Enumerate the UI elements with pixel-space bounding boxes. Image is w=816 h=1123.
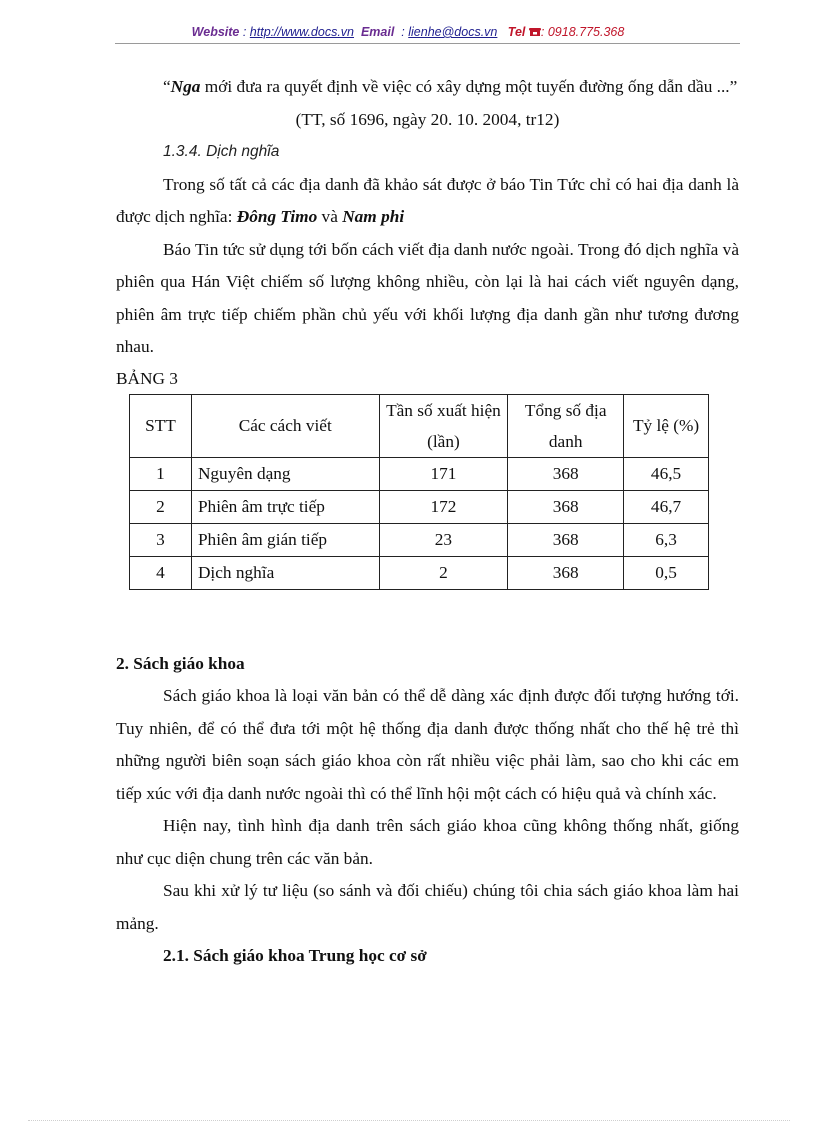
table-cell: 46,7 [624,490,709,523]
paragraph: Sau khi xử lý tư liệu (so sánh và đối chiếu) chúng tôi chia sách giáo khoa làm hai mảng. [116,881,739,933]
tel-number: : 0918.775.368 [540,25,625,39]
subsection-heading: 2.1. Sách giáo khoa Trung học cơ sở [163,946,427,965]
table-cell: 368 [508,523,624,556]
place-name: Nam phi [342,207,405,226]
phone-icon [529,25,541,39]
table-cell: 23 [379,523,508,556]
table-cell: Phiên âm gián tiếp [191,523,379,556]
table-header-row [130,394,709,457]
email-label: Email [360,25,395,39]
table-cell: 368 [508,457,624,490]
document-body [116,71,739,973]
statistics-table [129,394,709,590]
column-header: Tỷ lệ (%) [624,394,709,457]
paragraph: Sách giáo khoa là loại văn bản có thể dễ dàng xác định được đối tượng hướng tới. Tuy nhiên, để có thể đưa tới một hệ thống địa danh được thống nhất cho thế hệ trẻ thì những người biên soạn sách giáo khoa còn rất nhiều việc phải làm, sao cho khi các em tiếp xúc với địa danh nước ngoài thì có thể lĩnh hội một cách có hiệu quả và chính xác. [116,686,739,803]
paragraph: Hiện nay, tình hình địa danh trên sách giáo khoa cũng không thống nhất, giống như cục diện chung trên các văn bản. [116,816,739,868]
website-label: Website [191,25,240,39]
table-row [130,457,709,490]
table-cell: 0,5 [624,556,709,589]
table-row [130,523,709,556]
email-link[interactable]: lienhe@docs.vn [408,25,498,39]
table-cell: 368 [508,556,624,589]
column-header: STT [130,394,192,457]
footer-divider [28,1120,790,1121]
table-cell: 171 [379,457,508,490]
place-name: Đông Timo [236,207,318,226]
table-cell: 3 [130,523,192,556]
quote-paragraph: “Nga mới đưa ra quyết định về việc có xây dựng một tuyến đường ống dẫn dầu ...” [163,77,738,96]
table-cell: Nguyên dạng [191,457,379,490]
page-header: Website : http://www.docs.vn Email : lienhe@docs.vn Tel : 0918.775.368 [191,25,625,39]
table-row [130,556,709,589]
header-divider [115,43,740,44]
subsection-title: 1.3.4. Dịch nghĩa [163,143,280,160]
column-header: Tổng số địa danh [508,394,624,457]
column-header: Các cách viết [191,394,379,457]
tel-label: Tel [507,25,526,39]
table-cell: 6,3 [624,523,709,556]
paragraph: Trong số tất cả các địa danh đã khảo sát được ở báo Tin Tức chỉ có hai địa danh là được dịch nghĩa: Đông Timo và Nam phi [116,174,739,226]
website-link[interactable]: http://www.docs.vn [249,25,355,39]
section-heading: 2. Sách giáo khoa [116,653,245,673]
table-cell: 2 [130,490,192,523]
citation: (TT, số 1696, ngày 20. 10. 2004, tr12) [295,109,560,129]
table-cell: 1 [130,457,192,490]
table-cell: 368 [508,490,624,523]
table-label: BẢNG 3 [116,368,178,388]
column-header: Tần số xuất hiện (lần) [379,394,508,457]
table-cell: Phiên âm trực tiếp [191,490,379,523]
table-cell: Dịch nghĩa [191,556,379,589]
table-cell: 46,5 [624,457,709,490]
table-cell: 2 [379,556,508,589]
paragraph: Báo Tin tức sử dụng tới bốn cách viết địa danh nước ngoài. Trong đó dịch nghĩa và phiên qua Hán Việt chiếm số lượng không nhiều, còn lại là hai cách viết nguyên dạng, phiên âm trực tiếp chiếm phần chủ yếu với khối lượng địa danh gần như tương đương nhau. [116,239,739,356]
table-cell: 4 [130,556,192,589]
quote-subject: Nga [170,77,201,96]
table-row [130,490,709,523]
table-cell: 172 [379,490,508,523]
